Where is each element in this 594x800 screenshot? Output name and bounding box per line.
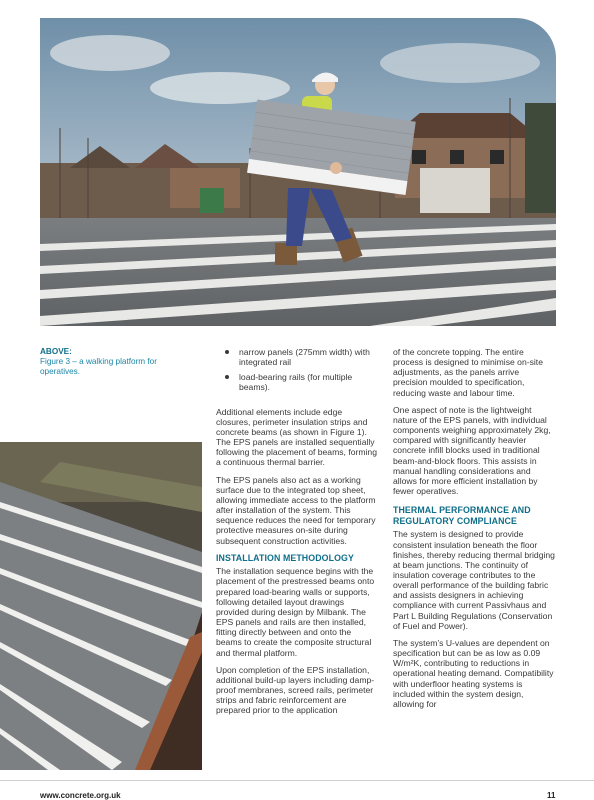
paragraph: The EPS panels also act as a working surface due to the integrated top sheet, allowing immediate access to the platform after installation of the system. This sequence reduces the need for temporary protective measures on-site during subsequent construction activities.	[216, 474, 376, 546]
list-item-text: load-bearing rails (for multiple beams).	[239, 372, 353, 393]
caption-title: ABOVE:	[40, 347, 72, 356]
bullet-list	[216, 347, 378, 393]
paragraph: The installation sequence begins with the placement of the prestressed beams onto prepared load-bearing walls or supports, following detailed layout drawings provided during design by Milbank. The EPS panels and rails are then installed, fitting directly between and onto the beams to create the composite structural and thermal platform.	[216, 566, 375, 658]
paragraph: Upon completion of the EPS installation, additional build-up layers including damp-proof membranes, screed rails, perimeter strips and fabric reinforcement are prepared prior to the application	[216, 664, 375, 716]
caption-text: Figure 3 – a walking platform for operatives.	[40, 357, 157, 377]
list-item	[239, 347, 378, 367]
text-column-2	[393, 347, 555, 716]
footer-url[interactable]: www.concrete.org.uk	[40, 791, 121, 800]
platform-photo	[0, 442, 202, 770]
paragraph: The system’s U-values are dependent on specification but can be as low as 0.09 W/m²K, contributing to reductions in operational heating demand. Compatibility with underfloor heating systems is included within the system design, allowing for	[393, 637, 554, 709]
paragraph: of the concrete topping. The entire process is designed to minimise on-site adjustments, as the panels arrive precision moulded to specification, reducing waste and labour time.	[393, 347, 543, 398]
section-heading-thermal: THERMAL PERFORMANCE AND REGULATORY COMPLIANCE	[393, 505, 531, 526]
bullet-icon	[225, 350, 229, 354]
figure-caption	[40, 347, 170, 378]
paragraph: The system is designed to provide consistent insulation beneath the floor finishes, thereby reducing thermal bridging at beam junctions. The continuity of insulation coverage contributes to the overall performance of the building fabric and assists designers in achieving compliance with current Passivhaus and Part L Building Regulations (Conservation of Fuel and Power).	[393, 529, 555, 631]
page-number: 11	[547, 791, 556, 800]
list-item-text: narrow panels (275mm width) with integrated rail	[239, 347, 370, 368]
footer-divider	[0, 780, 594, 781]
hero-photo	[40, 18, 556, 326]
list-item	[239, 372, 378, 392]
section-heading-installation: INSTALLATION METHODOLOGY	[216, 552, 354, 563]
paragraph: One aspect of note is the lightweight nature of the EPS panels, with individual components weighing approximately 2kg, compared with significantly heavier concrete infill blocks used in traditional beam-and-block floors. This assists in manual handling considerations and allows for more efficient installation by fewer operatives.	[393, 404, 551, 497]
paragraph: Additional elements include edge closures, perimeter insulation strips and concrete beams (as shown in Figure 1). The EPS panels are installed sequentially following the placement of beams, forming a continuous thermal barrier.	[216, 406, 377, 468]
text-column-1	[216, 347, 378, 722]
bullet-icon	[225, 375, 229, 379]
